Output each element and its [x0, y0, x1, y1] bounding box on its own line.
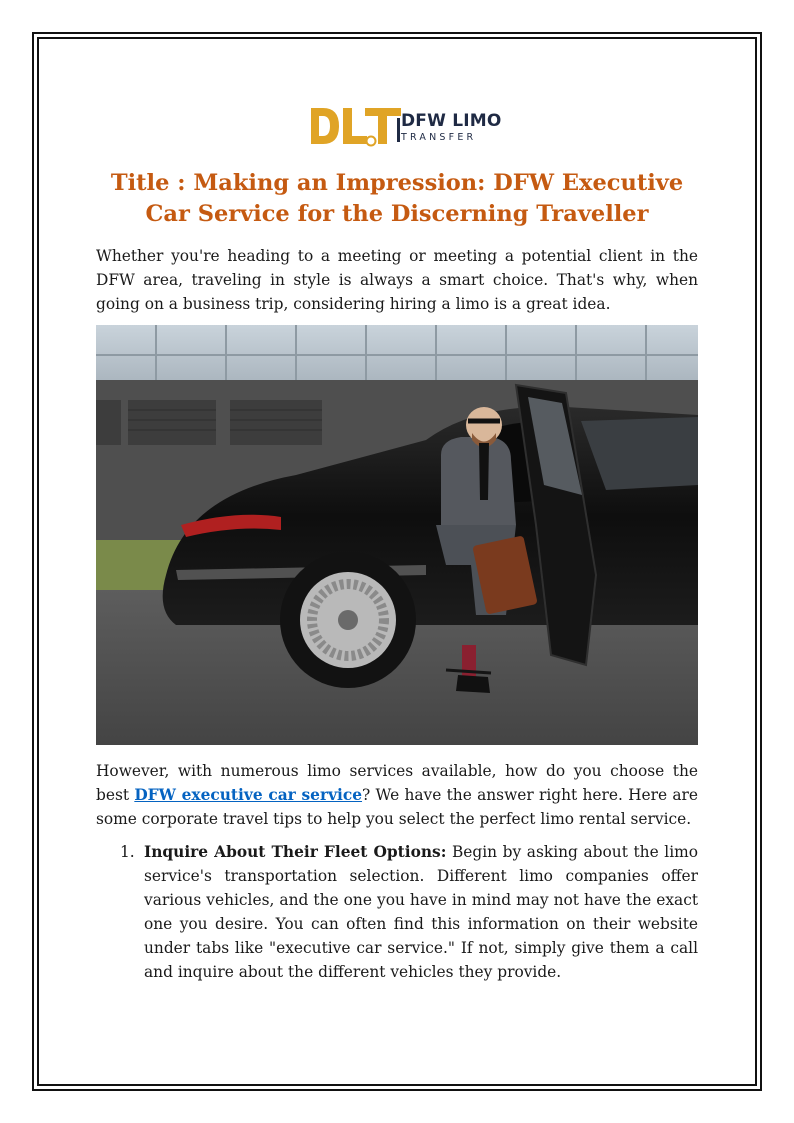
businessman-exiting-car-photo: [96, 325, 698, 745]
selection-text-after: ? We have the answer right here. Here are some corporate travel tips to help you select the perfect limo rental service.: [96, 786, 698, 828]
selection-paragraph: [96, 759, 698, 831]
selection-text-before: However, with numerous limo services available, how do you choose the best: [96, 762, 698, 804]
logo-brand-text: DFW LIMO: [401, 111, 502, 131]
list-item-body: [144, 840, 698, 984]
list-item: [96, 840, 698, 984]
logo-wordmark: [401, 113, 502, 143]
page-title: Title : Making an Impression: DFW Executive Car Service for the Discerning Traveller: [110, 170, 684, 227]
logo-tagline-text: TRANSFER: [401, 132, 477, 143]
list-item-number: 1.: [120, 843, 135, 861]
intro-paragraph: Whether you're heading to a meeting or meeting a potential client in the DFW area, traveling in style is always a smart choice. That's why, when going on a business trip, considering hiring a limo is a great idea.: [96, 247, 698, 313]
dfw-executive-car-service-link[interactable]: DFW executive car service: [134, 786, 363, 804]
list-item-heading: Inquire About Their Fleet Options:: [144, 843, 447, 861]
tips-list: [96, 840, 698, 984]
list-item-text: Begin by asking about the limo service's transportation selection. Different limo companies offer various vehicles, and the one you have in mind may not have the exact one you desire. You can often find this information on their website under tabs like "executive car service." If not, simply give them a call and inquire about the different vehicles they provide.: [144, 843, 698, 981]
